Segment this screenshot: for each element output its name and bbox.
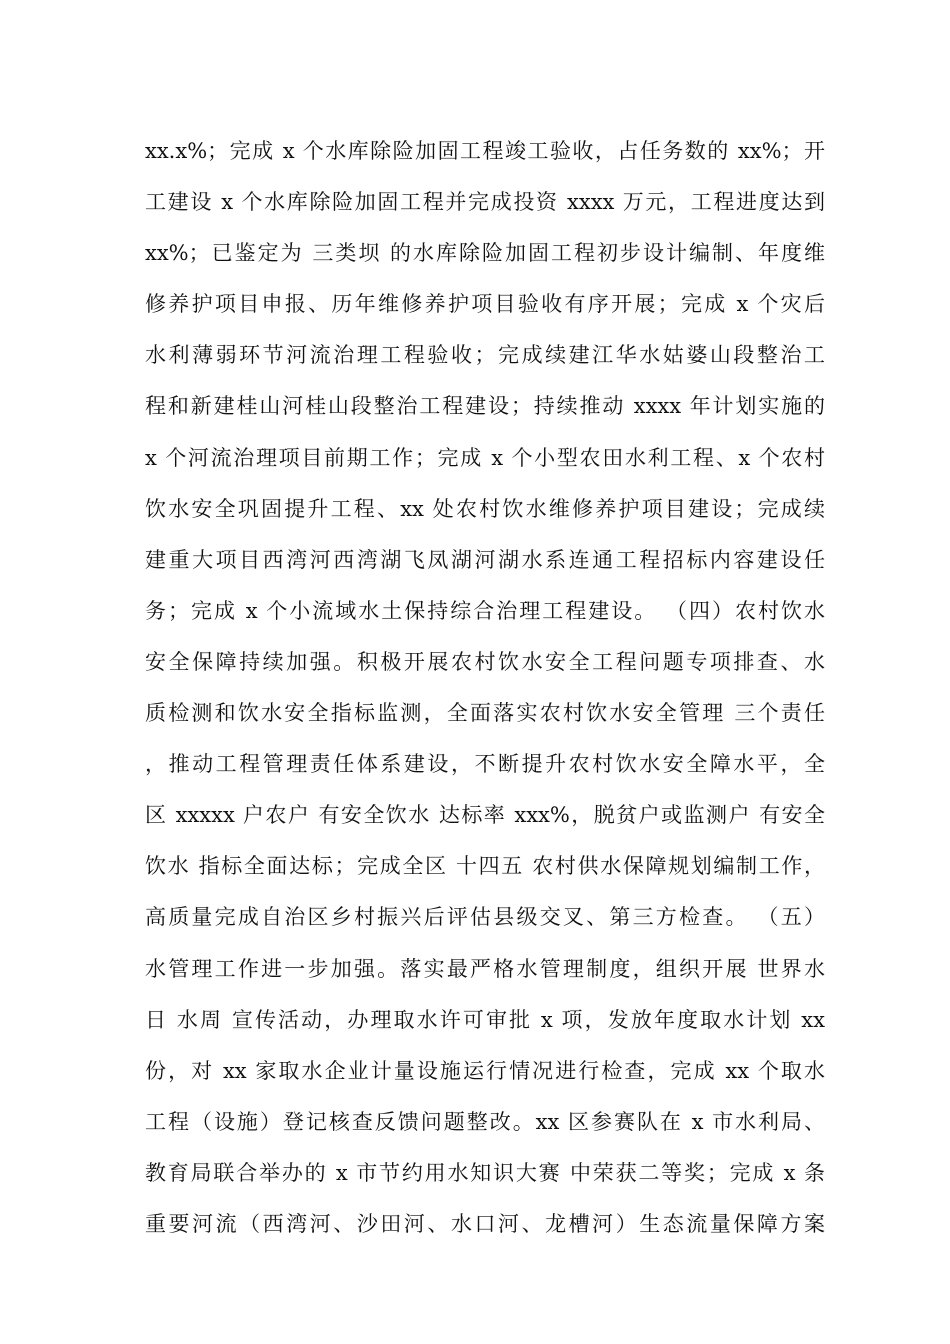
- text-line: 区 xxxxx 户农户 有安全饮水 达标率 xxx%，脱贫户或监测户 有安全: [145, 803, 825, 828]
- text-line: xx%；已鉴定为 三类坝 的水库除险加固工程初步设计编制、年度维: [145, 241, 825, 266]
- text-line: 安全保障持续加强。积极开展农村饮水安全工程问题专项排查、水: [145, 649, 825, 674]
- text-line: 水利薄弱环节河流治理工程验收；完成续建江华水姑婆山段整治工: [145, 343, 825, 368]
- text-line: ，推动工程管理责任体系建设，不断提升农村饮水安全障水平，全: [145, 752, 825, 777]
- text-line: 份，对 xx 家取水企业计量设施运行情况进行检查，完成 xx 个取水: [145, 1058, 825, 1083]
- text-line: 高质量完成自治区乡村振兴后评估县级交叉、第三方检查。 （五）: [145, 905, 825, 930]
- body-text: [145, 126, 825, 1250]
- text-line: 建重大项目西湾河西湾湖飞凤湖河湖水系连通工程招标内容建设任: [145, 547, 825, 572]
- text-line: 程和新建桂山河桂山段整治工程建设；持续推动 xxxx 年计划实施的: [145, 394, 825, 419]
- text-line: xx.x%；完成 x 个水库除险加固工程竣工验收，占任务数的 xx%；开: [145, 139, 825, 163]
- text-line: x 个河流治理项目前期工作；完成 x 个小型农田水利工程、x 个农村: [145, 445, 825, 470]
- text-line: 工程（设施）登记核查反馈问题整改。xx 区参赛队在 x 市水利局、: [145, 1109, 825, 1134]
- text-line: 教育局联合举办的 x 市节约用水知识大赛 中荣获二等奖；完成 x 条: [145, 1160, 825, 1185]
- text-line: 水管理工作进一步加强。落实最严格水管理制度，组织开展 世界水: [145, 956, 825, 981]
- text-line: 日 水周 宣传活动，办理取水许可审批 x 项，发放年度取水计划 xx: [145, 1007, 825, 1032]
- text-line: 工建设 x 个水库除险加固工程并完成投资 xxxx 万元，工程进度达到: [145, 190, 825, 215]
- text-line: 饮水安全巩固提升工程、xx 处农村饮水维修养护项目建设；完成续: [145, 496, 825, 521]
- text-line: 修养护项目申报、历年维修养护项目验收有序开展；完成 x 个灾后: [145, 292, 825, 317]
- text-line: 饮水 指标全面达标；完成全区 十四五 农村供水保障规划编制工作，: [145, 854, 825, 879]
- text-line: 重要河流（西湾河、沙田河、水口河、龙槽河）生态流量保障方案: [145, 1211, 825, 1236]
- text-line: 质检测和饮水安全指标监测，全面落实农村饮水安全管理 三个责任: [145, 701, 825, 726]
- text-line: 务；完成 x 个小流域水土保持综合治理工程建设。 （四）农村饮水: [145, 598, 825, 623]
